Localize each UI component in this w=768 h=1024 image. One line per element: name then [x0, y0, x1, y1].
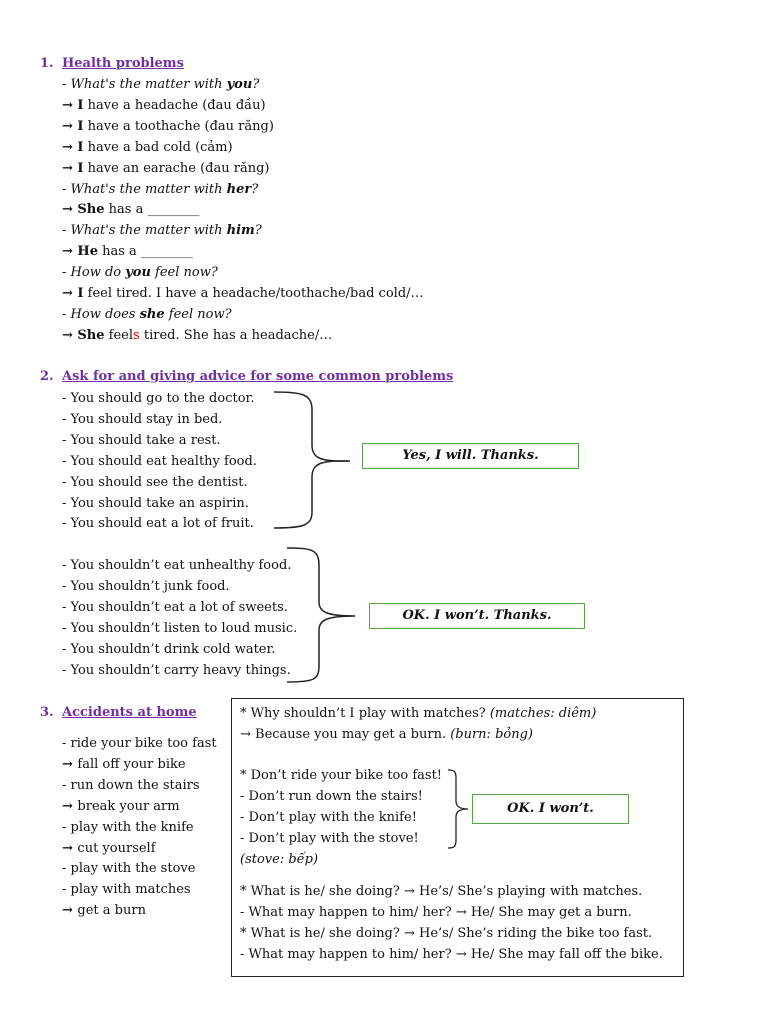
- shouldnt-brace: [285, 546, 357, 684]
- box-question-note: (matches: diêm): [489, 706, 597, 721]
- health-line-part: has a ________: [97, 244, 193, 260]
- box-answer-text: → Because you may get a burn.: [240, 727, 451, 742]
- health-line-part: I: [77, 160, 84, 176]
- health-line-part: I: [77, 97, 84, 113]
- section-1-title: Health problems: [62, 56, 184, 71]
- health-line-part: have a bad cold (cảm): [83, 139, 233, 155]
- dialog-line: - What may happen to him/ her? → He/ She may fall off the bike.: [240, 946, 663, 962]
- health-line-part: →: [62, 202, 78, 218]
- dont-item: - Don’t run down the stairs!: [240, 788, 423, 804]
- health-line-part: →: [62, 118, 78, 134]
- dialog-line: * What is he/ she doing? → He’s/ She’s riding the bike too fast.: [240, 925, 653, 941]
- health-line-part: s: [133, 327, 140, 343]
- health-line-part: she: [139, 306, 165, 322]
- accident-item-text: - play with matches: [62, 882, 191, 898]
- health-line-part: She: [77, 202, 105, 218]
- health-line-part: She: [77, 327, 105, 343]
- shouldnt-reply-box: OK. I won’t. Thanks.: [369, 603, 585, 629]
- health-line-part: - What's the matter with: [62, 77, 227, 92]
- health-line-part: - How does: [62, 306, 140, 322]
- health-line-part: He: [77, 244, 98, 260]
- accident-item-text: - play with the stove: [62, 861, 196, 877]
- health-line-part: has a ________: [104, 202, 200, 218]
- health-line-part: feel now?: [164, 306, 232, 322]
- health-line-part: →: [62, 286, 78, 301]
- health-line-part: him: [226, 223, 255, 239]
- health-line: [62, 223, 262, 239]
- health-line: [62, 98, 266, 114]
- health-line-part: →: [62, 97, 78, 113]
- should-item: - You should eat a lot of fruit.: [62, 516, 254, 532]
- should-item: - You should see the dentist.: [62, 474, 248, 490]
- accident-item-text: break your arm: [77, 798, 180, 814]
- should-reply-box: Yes, I will. Thanks.: [362, 443, 579, 469]
- accident-item: [62, 861, 195, 877]
- accident-item-text: - play with the knife: [62, 819, 194, 835]
- section-2-number: 2.: [40, 369, 54, 384]
- accident-item: [62, 903, 146, 919]
- section-2-title: Ask for and giving advice for some common problems: [62, 369, 454, 384]
- health-line-part: - How do: [62, 265, 126, 281]
- health-line: [62, 202, 200, 218]
- health-line-part: - What's the matter with: [62, 181, 227, 197]
- shouldnt-item: - You shouldn’t listen to loud music.: [62, 620, 298, 636]
- health-line: [62, 140, 233, 156]
- health-line-part: - What's the matter with: [62, 223, 227, 239]
- should-item: - You should take an aspirin.: [62, 495, 249, 511]
- shouldnt-item: - You shouldn’t drink cold water.: [62, 641, 276, 657]
- health-line: [62, 77, 259, 93]
- should-brace: [272, 390, 352, 530]
- accident-item: [62, 736, 217, 752]
- health-line-part: →: [62, 327, 78, 343]
- health-line: [62, 265, 218, 281]
- accident-item-text: - ride your bike too fast: [62, 736, 217, 751]
- health-line: [62, 286, 424, 302]
- health-line: [62, 244, 193, 260]
- accident-item: [62, 757, 186, 773]
- health-line: [62, 161, 269, 177]
- arrow-icon: →: [62, 840, 78, 856]
- arrow-icon: →: [62, 903, 78, 919]
- box-question: [240, 706, 596, 722]
- accident-item: [62, 820, 194, 836]
- accident-item-text: - run down the stairs: [62, 777, 200, 793]
- should-item: - You should go to the doctor.: [62, 391, 255, 406]
- should-item: - You should take a rest.: [62, 432, 221, 448]
- dialog-box: [231, 698, 684, 977]
- box-question-text: * Why shouldn’t I play with matches?: [240, 706, 490, 721]
- health-line-part: have an earache (đau răng): [83, 160, 270, 176]
- health-line-part: tired. She has a headache/…: [139, 327, 333, 343]
- health-line: [62, 119, 274, 135]
- arrow-icon: →: [62, 756, 78, 772]
- health-line-part: I: [77, 139, 84, 155]
- shouldnt-item: - You shouldn’t eat unhealthy food.: [62, 558, 292, 573]
- should-item: - You should stay in bed.: [62, 411, 223, 427]
- section-1-number: 1.: [40, 56, 54, 71]
- box-answer-note: (burn: bỏng): [450, 727, 533, 742]
- health-line: [62, 307, 232, 323]
- shouldnt-item: - You shouldn’t eat a lot of sweets.: [62, 599, 288, 615]
- accident-item: [62, 841, 156, 857]
- health-line-part: have a toothache (đau răng): [83, 118, 274, 134]
- health-line-part: you: [125, 265, 151, 281]
- accident-item: [62, 799, 180, 815]
- health-line-part: ?: [251, 181, 259, 197]
- health-line-part: feel now?: [150, 265, 218, 281]
- health-line-part: →: [62, 160, 78, 176]
- dont-item: - Don’t play with the knife!: [240, 809, 417, 825]
- health-line-part: feel tired. I have a headache/toothache/bad cold/…: [83, 286, 424, 301]
- accident-item-text: get a burn: [77, 903, 146, 919]
- stove-note: (stove: bếp): [240, 852, 319, 867]
- should-item: - You should eat healthy food.: [62, 453, 257, 469]
- section-3-title: Accidents at home: [62, 705, 197, 720]
- health-line-part: feel: [104, 327, 134, 343]
- health-line: [62, 328, 332, 344]
- accident-item: [62, 778, 200, 794]
- health-line-part: her: [226, 181, 252, 197]
- dialog-line: * What is he/ she doing? → He’s/ She’s playing with matches.: [240, 884, 643, 899]
- health-line-part: ?: [252, 77, 260, 92]
- dialog-line: - What may happen to him/ her? → He/ She may get a burn.: [240, 904, 632, 920]
- dont-item: * Don’t ride your bike too fast!: [240, 768, 443, 783]
- health-line-part: have a headache (đau đầu): [83, 97, 266, 113]
- health-line-part: →: [62, 139, 78, 155]
- health-line-part: ?: [254, 223, 262, 239]
- health-line-part: →: [62, 244, 78, 260]
- health-line-part: I: [77, 286, 84, 301]
- arrow-icon: →: [62, 798, 78, 814]
- box-answer: [240, 727, 533, 743]
- dont-reply-box: OK. I won’t.: [472, 794, 629, 824]
- dont-item: - Don’t play with the stove!: [240, 830, 419, 846]
- section-3-number: 3.: [40, 705, 54, 720]
- accident-item-text: cut yourself: [77, 840, 156, 856]
- health-line-part: I: [77, 118, 84, 134]
- shouldnt-item: - You shouldn’t junk food.: [62, 578, 230, 594]
- accident-item: [62, 882, 191, 898]
- accident-item-text: fall off your bike: [77, 756, 186, 772]
- shouldnt-item: - You shouldn’t carry heavy things.: [62, 662, 291, 678]
- health-line: [62, 182, 258, 198]
- health-line-part: you: [226, 77, 253, 92]
